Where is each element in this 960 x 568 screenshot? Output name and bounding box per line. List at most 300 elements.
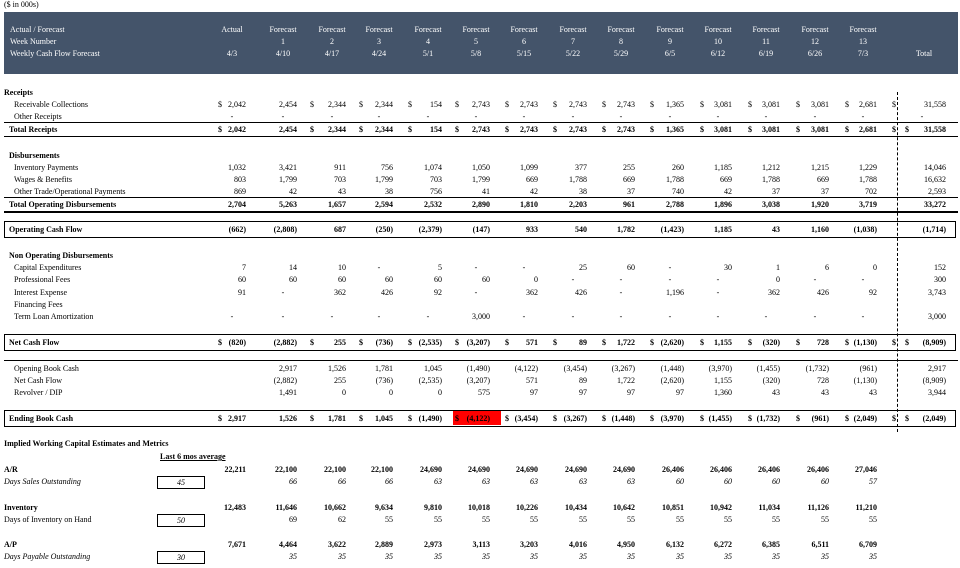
table-cell: 728	[817, 338, 829, 347]
table-cell: -	[716, 112, 720, 121]
metric-input-box[interactable]: 50	[157, 514, 205, 527]
dollar-sign: $	[845, 125, 849, 134]
table-cell: -	[474, 112, 478, 121]
dollar-sign: $	[650, 414, 654, 423]
header-kind: Forecast	[414, 25, 442, 34]
table-cell: 933	[526, 225, 538, 234]
row-label: Term Loan Amortization	[14, 312, 94, 321]
table-cell: -	[571, 112, 575, 121]
table-cell: 89	[579, 338, 587, 347]
dollar-sign: $	[455, 338, 459, 347]
dollar-sign: $	[408, 100, 412, 109]
dollar-sign: $	[218, 125, 222, 134]
table-cell: -	[377, 112, 381, 121]
dollar-sign: $	[602, 100, 606, 109]
table-cell: 0	[534, 275, 538, 284]
metric-sub-value: 35	[676, 552, 684, 561]
metric-sub-value: 55	[530, 515, 538, 524]
table-cell: 60	[482, 275, 490, 284]
table-cell: -	[764, 112, 768, 121]
table-cell: 37	[627, 187, 635, 196]
dollar-sign: $	[505, 414, 509, 423]
table-cell: 2,532	[424, 200, 442, 209]
metric-value: 4,950	[617, 540, 635, 549]
table-cell: 1,788	[762, 175, 780, 184]
dollar-sign: $	[310, 100, 314, 109]
table-cell: (1,130)	[853, 338, 877, 347]
table-cell: 60	[385, 275, 393, 284]
table-cell: -	[330, 312, 334, 321]
dollar-sign: $	[905, 414, 909, 423]
metric-value: 4,464	[279, 540, 297, 549]
table-cell: -	[474, 263, 478, 272]
table-cell: 60	[434, 275, 442, 284]
table-cell: 1,788	[666, 175, 684, 184]
header-week: 12	[811, 37, 819, 46]
table-cell: -	[281, 312, 285, 321]
header-date: 4/24	[371, 49, 387, 58]
total-cell: 3,944	[928, 388, 946, 397]
table-cell: (820)	[228, 338, 246, 347]
table-cell: 756	[381, 163, 393, 172]
metric-sub-value: 35	[385, 552, 393, 561]
table-cell: (1,038)	[853, 225, 877, 234]
table-cell: 60	[238, 275, 246, 284]
metric-value: 24,690	[468, 465, 490, 474]
metric-value: 27,046	[855, 465, 877, 474]
table-cell: -	[474, 288, 478, 297]
table-cell: (2,535)	[418, 338, 442, 347]
table-cell: 1,788	[859, 175, 877, 184]
section-non-operating: Non Operating Disbursements	[9, 251, 114, 260]
header-date: 6/19	[758, 49, 774, 58]
row-label: Revolver / DIP	[14, 388, 63, 397]
table-cell: 6	[825, 263, 829, 272]
table-cell: 1,781	[375, 364, 393, 373]
table-cell: 260	[672, 163, 684, 172]
metric-value: 26,406	[807, 465, 829, 474]
dollar-sign: $	[845, 100, 849, 109]
metric-value: 6,511	[811, 540, 829, 549]
metric-sub-value: 60	[772, 477, 780, 486]
rule-line	[4, 122, 958, 123]
table-cell: (662)	[228, 225, 246, 234]
table-cell: 2,681	[859, 100, 877, 109]
table-cell: 1,050	[472, 163, 490, 172]
table-cell: (1,448)	[660, 364, 684, 373]
metric-value: 11,126	[807, 503, 829, 512]
dollar-sign: $	[310, 414, 314, 423]
table-cell: (3,207)	[466, 338, 490, 347]
table-cell: 43	[772, 388, 780, 397]
header-kind: Forecast	[510, 25, 538, 34]
table-cell: 362	[768, 288, 780, 297]
table-cell: 2,743	[569, 125, 587, 134]
table-cell: 25	[579, 263, 587, 272]
metric-value: 22,100	[275, 465, 297, 474]
dollar-sign: $	[796, 414, 800, 423]
metric-value: 2,889	[375, 540, 393, 549]
table-cell: 426	[575, 288, 587, 297]
metric-value: 10,434	[565, 503, 587, 512]
table-cell: 961	[623, 200, 635, 209]
table-cell: -	[377, 263, 381, 272]
table-cell: 42	[289, 187, 297, 196]
row-label: Net Cash Flow	[14, 376, 62, 385]
table-cell: 377	[575, 163, 587, 172]
header-kind: Forecast	[656, 25, 684, 34]
dollar-sign: $	[748, 100, 752, 109]
dollar-sign: $	[553, 125, 557, 134]
dollar-sign: $	[650, 338, 654, 347]
table-cell: -	[861, 112, 865, 121]
table-cell: 2,344	[328, 125, 346, 134]
metric-sub-value: 63	[482, 477, 490, 486]
metric-value: 24,690	[565, 465, 587, 474]
table-cell: 92	[434, 288, 442, 297]
table-cell: 669	[623, 175, 635, 184]
metric-value: 26,406	[758, 465, 780, 474]
table-cell: -	[619, 275, 623, 284]
table-cell: 669	[526, 175, 538, 184]
row-label: Total Receipts	[9, 125, 58, 134]
metric-value: 2,973	[424, 540, 442, 549]
metric-sub-value: 60	[724, 477, 732, 486]
table-cell: 571	[526, 376, 538, 385]
table-cell: 1,896	[714, 200, 732, 209]
metric-sub-value: 63	[579, 477, 587, 486]
metric-sub-value: 55	[434, 515, 442, 524]
rule-line	[4, 360, 958, 361]
metric-sub-value: 35	[482, 552, 490, 561]
table-cell: 1,799	[472, 175, 490, 184]
total-cell: 3,743	[928, 288, 946, 297]
dollar-sign: $	[505, 338, 509, 347]
table-cell: 1,799	[375, 175, 393, 184]
metric-sub-value: 66	[289, 477, 297, 486]
dollar-sign: $	[796, 338, 800, 347]
table-cell: 255	[623, 163, 635, 172]
table-cell: 2,344	[375, 100, 393, 109]
table-cell: 3,081	[762, 125, 780, 134]
row-label: Wages & Benefits	[14, 175, 73, 184]
total-cell: (1,714)	[922, 225, 946, 234]
table-cell: 1,045	[375, 414, 393, 423]
table-cell: 1,722	[617, 376, 635, 385]
table-cell: 1,526	[328, 364, 346, 373]
table-cell: 1,099	[520, 163, 538, 172]
metric-value: 26,406	[710, 465, 732, 474]
total-cell: (8,909)	[922, 338, 946, 347]
table-cell: -	[230, 112, 234, 121]
metric-sub-value: 55	[482, 515, 490, 524]
table-cell: 2,743	[472, 100, 490, 109]
table-cell: 43	[821, 388, 829, 397]
table-cell: 1,215	[811, 163, 829, 172]
table-cell: 255	[334, 338, 346, 347]
table-cell: 1	[776, 263, 780, 272]
row-label: Opening Book Cash	[14, 364, 79, 373]
table-cell: -	[668, 312, 672, 321]
header-week: 9	[668, 37, 672, 46]
table-cell: -	[571, 275, 575, 284]
table-cell: 97	[676, 388, 684, 397]
metric-input-box[interactable]: 30	[157, 551, 205, 564]
table-cell: (3,207)	[466, 376, 490, 385]
header-week: 6	[522, 37, 526, 46]
total-cell: (2,049)	[922, 414, 946, 423]
table-cell: 0	[389, 388, 393, 397]
dollar-sign: $	[650, 100, 654, 109]
metric-sub-value: 55	[724, 515, 732, 524]
header-kind: Forecast	[269, 25, 297, 34]
double-rule	[4, 212, 958, 213]
metric-value: 4,016	[569, 540, 587, 549]
dollar-sign: $	[748, 125, 752, 134]
table-cell: (1,732)	[756, 414, 780, 423]
table-cell: 362	[526, 288, 538, 297]
table-cell: 1,160	[811, 225, 829, 234]
table-cell: (4,122)	[514, 364, 538, 373]
header-kind: Forecast	[849, 25, 877, 34]
table-cell: -	[716, 275, 720, 284]
row-label: Net Cash Flow	[9, 338, 60, 347]
table-cell: 803	[234, 175, 246, 184]
table-cell: -	[571, 312, 575, 321]
total-cell: 31,558	[924, 100, 946, 109]
header-date: 5/15	[516, 49, 532, 58]
table-cell: 1,032	[228, 163, 246, 172]
table-cell: 14	[289, 263, 297, 272]
header-week: 4	[426, 37, 430, 46]
table-cell: 255	[334, 376, 346, 385]
metric-sub-value: 55	[676, 515, 684, 524]
table-cell: -	[668, 275, 672, 284]
table-cell: 1,799	[279, 175, 297, 184]
table-cell: -	[522, 312, 526, 321]
table-cell: 1,074	[424, 163, 442, 172]
row-label: Inventory Payments	[14, 163, 79, 172]
metric-sub-value: 63	[627, 477, 635, 486]
table-cell: 38	[579, 187, 587, 196]
dollar-sign: $	[505, 100, 509, 109]
section-disbursements: Disbursements	[9, 151, 60, 160]
table-cell: 0	[776, 275, 780, 284]
table-cell: 30	[724, 263, 732, 272]
metric-value: 3,203	[520, 540, 538, 549]
table-cell: 2,681	[859, 125, 877, 134]
table-cell: (3,454)	[563, 364, 587, 373]
dollar-sign: $	[700, 414, 704, 423]
table-cell: 1,155	[714, 376, 732, 385]
total-cell: 16,632	[924, 175, 946, 184]
total-column-divider	[897, 92, 898, 432]
dollar-sign: $	[408, 338, 412, 347]
table-cell: 703	[334, 175, 346, 184]
table-cell: 1,212	[762, 163, 780, 172]
dollar-sign: $	[892, 100, 896, 109]
metric-sub-value: 66	[338, 477, 346, 486]
table-cell: 2,344	[375, 125, 393, 134]
table-cell: 154	[430, 125, 442, 134]
table-cell: (1,448)	[611, 414, 635, 423]
table-cell: (2,620)	[660, 376, 684, 385]
metric-sub-value: 35	[772, 552, 780, 561]
header-week: 3	[377, 37, 381, 46]
header-week: 5	[474, 37, 478, 46]
table-cell: 42	[530, 187, 538, 196]
table-cell: 740	[672, 187, 684, 196]
metric-value: 22,100	[324, 465, 346, 474]
table-cell: (250)	[375, 225, 393, 234]
dollar-sign: $	[845, 414, 849, 423]
table-cell: 43	[338, 187, 346, 196]
dollar-sign: $	[700, 338, 704, 347]
table-cell: 92	[869, 288, 877, 297]
header-week: 1	[281, 37, 285, 46]
table-cell: 41	[482, 187, 490, 196]
table-cell: -	[764, 312, 768, 321]
table-cell: 97	[627, 388, 635, 397]
row-label: Interest Expense	[14, 288, 68, 297]
metric-sub-value: 55	[627, 515, 635, 524]
table-cell: 571	[526, 338, 538, 347]
row-label: Total Operating Disbursements	[9, 200, 117, 209]
table-cell: 702	[865, 187, 877, 196]
table-cell: (320)	[762, 338, 780, 347]
metric-sub-value: 35	[434, 552, 442, 561]
total-cell: 33,272	[924, 200, 946, 209]
table-cell: 3,081	[714, 100, 732, 109]
table-cell: 0	[873, 263, 877, 272]
header-date: 7/3	[857, 49, 869, 58]
table-cell: 2,743	[569, 100, 587, 109]
header-kind: Forecast	[801, 25, 829, 34]
header-kind: Forecast	[752, 25, 780, 34]
table-cell: (736)	[375, 376, 393, 385]
dollar-sign: $	[796, 125, 800, 134]
table-cell: 7	[242, 263, 246, 272]
metric-value: 3,113	[472, 540, 490, 549]
metric-value: 26,406	[662, 465, 684, 474]
table-cell: 43	[772, 225, 780, 234]
header-week: 13	[859, 37, 867, 46]
table-cell: -	[522, 263, 526, 272]
dollar-sign: $	[892, 338, 896, 347]
header-week: 10	[714, 37, 722, 46]
metric-sub-value: 69	[289, 515, 297, 524]
table-cell: (2,882)	[273, 376, 297, 385]
header-date: 4/10	[275, 49, 291, 58]
dollar-sign: $	[602, 414, 606, 423]
header-kind: Forecast	[318, 25, 346, 34]
total-cell: 31,558	[924, 125, 946, 134]
table-cell: -	[619, 312, 623, 321]
table-cell: (3,267)	[563, 414, 587, 423]
row-label: Professional Fees	[14, 275, 71, 284]
dollar-sign: $	[505, 125, 509, 134]
table-cell: 60	[289, 275, 297, 284]
metric-sub-value: 35	[338, 552, 346, 561]
metric-sub-value: 55	[869, 515, 877, 524]
rule-line	[4, 136, 958, 137]
header-week: 11	[762, 37, 770, 46]
metric-value: 10,018	[468, 503, 490, 512]
table-cell: 2,917	[279, 364, 297, 373]
table-cell: (3,970)	[660, 414, 684, 423]
total-cell: 300	[934, 275, 946, 284]
metric-value: 24,690	[613, 465, 635, 474]
dollar-sign: $	[408, 125, 412, 134]
table-cell: -	[619, 112, 623, 121]
metric-value: 10,851	[662, 503, 684, 512]
dollar-sign: $	[408, 414, 412, 423]
table-cell: -	[619, 288, 623, 297]
section-receipts: Receipts	[4, 88, 33, 97]
table-cell: 1,196	[666, 288, 684, 297]
total-cell: -	[920, 112, 924, 121]
header-date: 5/8	[470, 49, 482, 58]
metric-sub-value: 55	[579, 515, 587, 524]
metric-value: 11,210	[855, 503, 877, 512]
header-date: 6/12	[710, 49, 726, 58]
table-cell: 2,344	[328, 100, 346, 109]
metric-value: 10,642	[613, 503, 635, 512]
table-cell: 5	[438, 263, 442, 272]
table-cell: -	[716, 312, 720, 321]
table-cell: 575	[478, 388, 490, 397]
table-cell: 60	[338, 275, 346, 284]
dollar-sign: $	[905, 338, 909, 347]
dollar-sign: $	[602, 338, 606, 347]
dollar-sign: $	[310, 338, 314, 347]
table-cell: 3,719	[859, 200, 877, 209]
row-label: Receivable Collections	[14, 100, 88, 109]
metric-sub-value: 35	[821, 552, 829, 561]
dollar-sign: $	[892, 125, 896, 134]
table-cell: -	[668, 112, 672, 121]
dollar-sign: $	[700, 125, 704, 134]
dollar-sign: $	[218, 414, 222, 423]
table-cell: 0	[438, 388, 442, 397]
header-date: 6/26	[807, 49, 823, 58]
table-cell: 97	[579, 388, 587, 397]
metric-input-box[interactable]: 45	[157, 476, 205, 489]
metric-base: 22,211	[224, 465, 246, 474]
table-cell: (2,882)	[273, 338, 297, 347]
table-cell: (2,620)	[660, 338, 684, 347]
metric-sub-value: 35	[869, 552, 877, 561]
header-kind: Forecast	[365, 25, 393, 34]
metric-sub-label: Days Sales Outstanding	[4, 477, 81, 486]
table-cell: 426	[817, 288, 829, 297]
table-cell: 154	[430, 100, 442, 109]
table-cell: 3,081	[811, 125, 829, 134]
table-cell: (2,808)	[273, 225, 297, 234]
dollar-sign: $	[602, 125, 606, 134]
table-cell: 97	[530, 388, 538, 397]
table-cell: 911	[334, 163, 346, 172]
table-cell: -	[668, 263, 672, 272]
dollar-sign: $	[892, 414, 896, 423]
metric-sub-value: 62	[338, 515, 346, 524]
dollar-sign: $	[455, 414, 459, 423]
metric-base: 7,671	[228, 540, 246, 549]
total-cell: (8,909)	[922, 376, 946, 385]
table-cell: -	[281, 288, 285, 297]
dollar-sign: $	[359, 125, 363, 134]
metric-sub-value: 60	[676, 477, 684, 486]
